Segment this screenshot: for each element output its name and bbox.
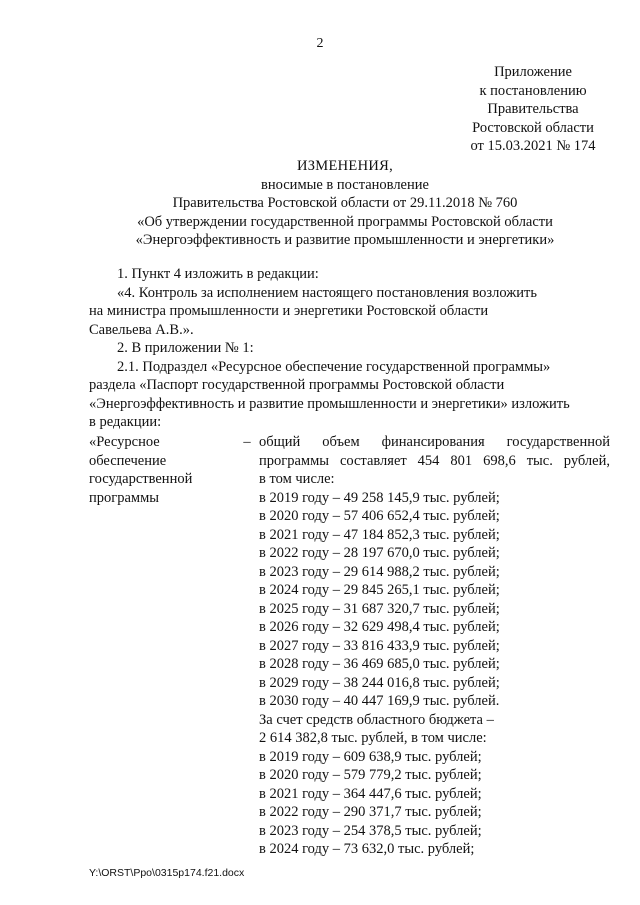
section-label-line: обеспечение xyxy=(89,452,167,469)
title-line: вносимые в постановление xyxy=(261,176,429,193)
approval-line: Приложение xyxy=(494,64,572,80)
year-regional-row: в 2021 году – 364 447,6 тыс. рублей; xyxy=(259,785,482,802)
year-regional-row: в 2023 году – 254 378,5 тыс. рублей; xyxy=(259,822,482,839)
year-total-row: в 2020 году – 57 406 652,4 тыс. рублей; xyxy=(259,508,500,524)
year-regional-row: в 2024 году – 73 632,0 тыс. рублей; xyxy=(259,841,475,857)
paragraph-4-line: 2.1. Подраздел «Ресурсное обеспечение государственной программы» xyxy=(117,358,551,375)
year-regional-row: в 2020 году – 579 779,2 тыс. рублей; xyxy=(259,767,482,783)
approval-line: Правительства xyxy=(487,101,579,117)
paragraph-2-line: «4. Контроль за исполнением настоящего постановления возложить xyxy=(117,284,537,301)
year-total-row: в 2023 году – 29 614 988,2 тыс. рублей; xyxy=(259,563,500,580)
paragraph-4-line: раздела «Паспорт государственной программы Ростовской области xyxy=(89,377,505,393)
page-number: 2 xyxy=(316,36,324,51)
paragraph-4-line: «Энергоэффективность и развитие промышленности и энергетики» изложить xyxy=(89,395,570,412)
regional-budget-line: За счет средств областного бюджета – xyxy=(259,711,494,728)
year-total-row: в 2022 году – 28 197 670,0 тыс. рублей; xyxy=(259,545,500,561)
title-line: Правительства Ростовской области от 29.11.2018 № 760 xyxy=(172,195,518,211)
file-path-footer: Y:\ORST\Ppo\0315p174.f21.docx xyxy=(89,867,245,879)
section-label-line: государственной xyxy=(89,471,193,487)
approval-line: Ростовской области xyxy=(472,119,594,136)
year-total-row: в 2021 году – 47 184 852,3 тыс. рублей; xyxy=(259,526,500,543)
financing-line: в том числе: xyxy=(259,471,335,487)
year-total-row: в 2029 году – 38 244 016,8 тыс. рублей; xyxy=(259,674,500,691)
body-text xyxy=(89,265,610,432)
paragraph-2-line: на министра промышленности и энергетики Ростовской области xyxy=(89,303,489,319)
financing-line: программы составляет 454 801 698,6 тыс. рублей, xyxy=(259,452,610,469)
year-regional-row: в 2022 году – 290 371,7 тыс. рублей; xyxy=(259,804,482,820)
section-label xyxy=(89,433,229,507)
paragraph-1: 1. Пункт 4 изложить в редакции: xyxy=(117,266,319,282)
year-regional-row: в 2019 году – 609 638,9 тыс. рублей; xyxy=(259,748,482,765)
section-label-line: программы xyxy=(89,489,159,506)
section-dash: – xyxy=(243,434,251,450)
year-total-row: в 2019 году – 49 258 145,9 тыс. рублей; xyxy=(259,489,500,506)
year-total-row: в 2028 году – 36 469 685,0 тыс. рублей; xyxy=(259,656,500,672)
approval-block xyxy=(438,63,628,156)
paragraph-4-line: в редакции: xyxy=(89,414,162,430)
regional-budget-line: 2 614 382,8 тыс. рублей, в том числе: xyxy=(259,730,487,746)
paragraph-2-line: Савельева А.В.». xyxy=(89,321,194,338)
section-label-line: «Ресурсное xyxy=(89,434,160,450)
document-title xyxy=(80,157,610,250)
approval-line: к постановлению xyxy=(479,82,587,99)
financing-line: общий объем финансирования государственной xyxy=(259,434,610,450)
year-total-row: в 2024 году – 29 845 265,1 тыс. рублей; xyxy=(259,582,500,598)
title-line: «Энергоэффективность и развитие промышленности и энергетики» xyxy=(135,232,555,248)
paragraph-3: 2. В приложении № 1: xyxy=(117,340,254,356)
year-total-row: в 2027 году – 33 816 433,9 тыс. рублей; xyxy=(259,637,500,654)
approval-line: от 15.03.2021 № 174 xyxy=(470,138,596,154)
year-total-row: в 2025 году – 31 687 320,7 тыс. рублей; xyxy=(259,600,500,617)
section-content xyxy=(259,433,610,859)
year-total-row: в 2026 году – 32 629 498,4 тыс. рублей; xyxy=(259,619,500,635)
title-heading: ИЗМЕНЕНИЯ, xyxy=(296,158,394,174)
year-total-row: в 2030 году – 40 447 169,9 тыс. рублей. xyxy=(259,693,500,709)
title-line: «Об утверждении государственной программы Ростовской области xyxy=(137,213,553,230)
